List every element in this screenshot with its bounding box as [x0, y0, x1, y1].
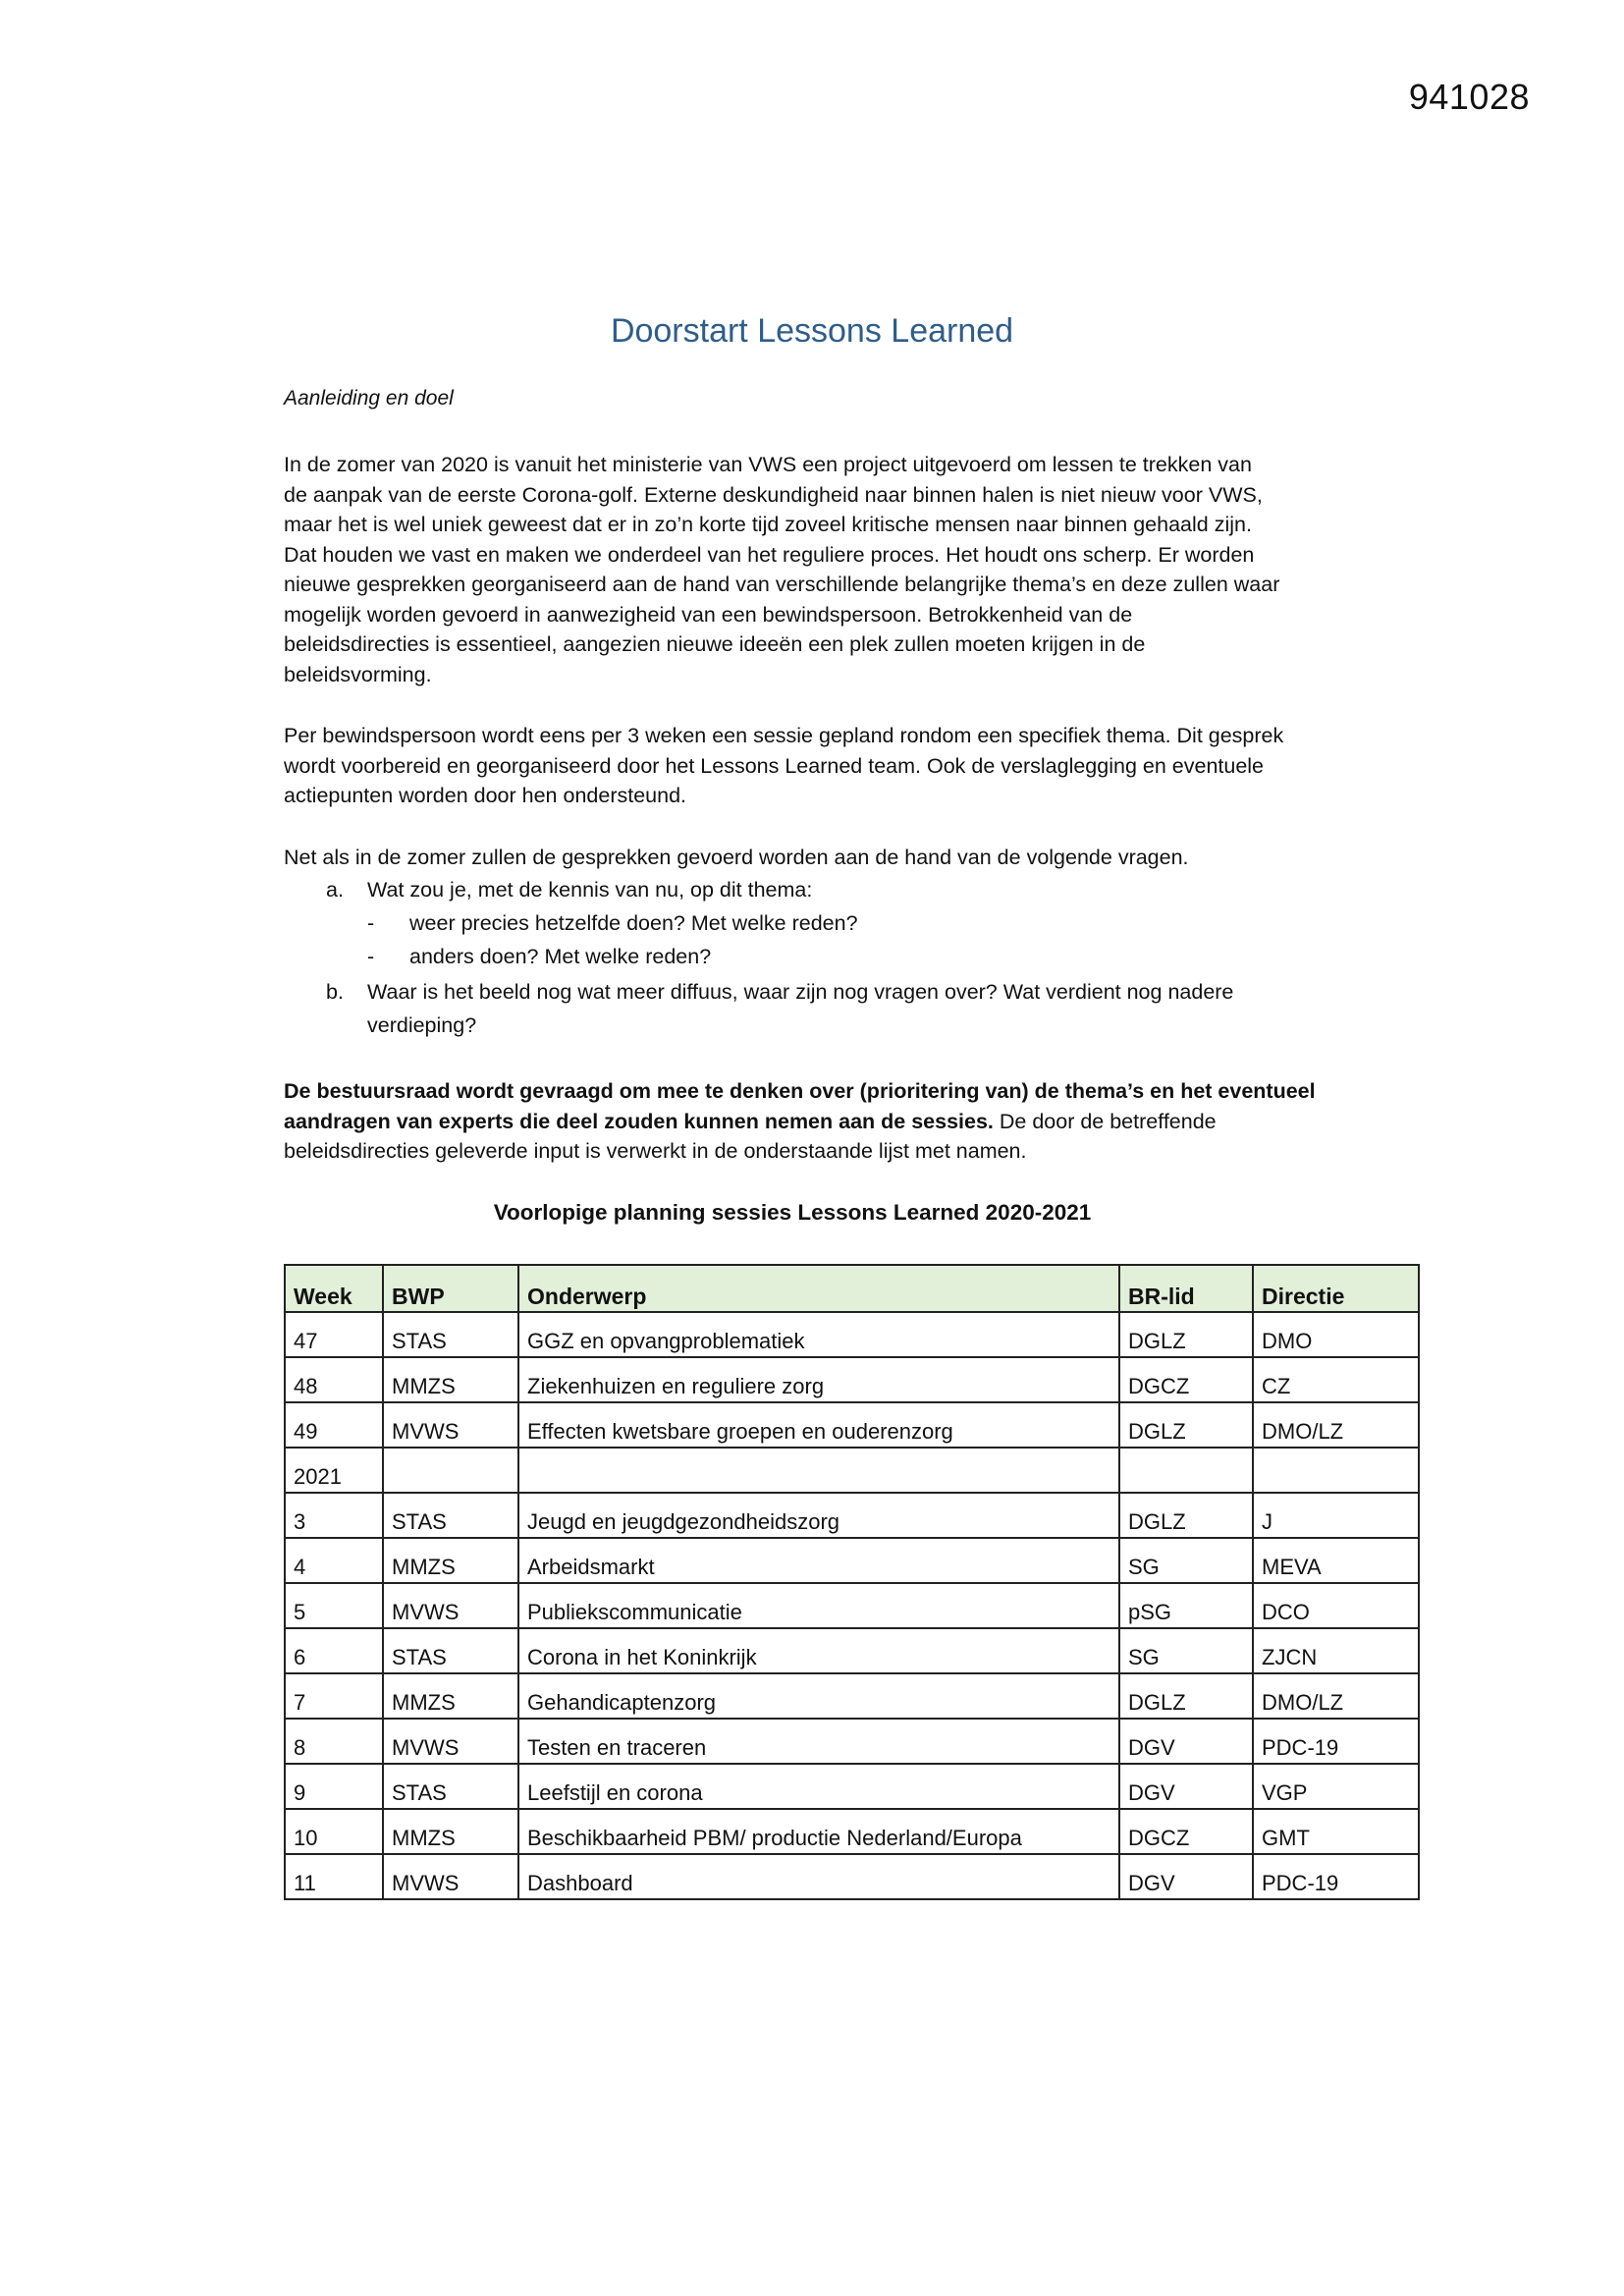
intro-line: nieuwe gesprekken georganiseerd aan de hand van verschillende belangrijke thema’s en deze zullen waar [284, 573, 1280, 596]
cell-onderwerp: Leefstijl en corona [518, 1764, 1119, 1809]
cell-bwp: MMZS [383, 1357, 518, 1402]
cell-onderwerp: GGZ en opvangproblematiek [518, 1312, 1119, 1357]
cell-week: 4 [285, 1538, 383, 1583]
header-br-lid: BR-lid [1119, 1265, 1253, 1312]
request-line [284, 1107, 1364, 1137]
cell-br-lid: DGLZ [1119, 1312, 1253, 1357]
cell-week: 7 [285, 1673, 383, 1719]
session-line: Per bewindspersoon wordt eens per 3 weken een sessie gepland rondom een specifiek thema. Dit gesprek [284, 724, 1284, 747]
cell-br-lid: DGLZ [1119, 1673, 1253, 1719]
cell-bwp: MVWS [383, 1854, 518, 1899]
table-row [285, 1402, 1419, 1448]
table-body-2021 [285, 1493, 1419, 1899]
table-body-2020 [285, 1312, 1419, 1448]
cell-directie: PDC-19 [1253, 1854, 1419, 1899]
cell-onderwerp: Gehandicaptenzorg [518, 1673, 1119, 1719]
table-cell [1119, 1448, 1253, 1493]
list-marker: - [367, 945, 375, 968]
table-cell [383, 1448, 518, 1493]
cell-week: 47 [285, 1312, 383, 1357]
table-title-text: Voorlopige planning sessies Lessons Learned 2020-2021 [493, 1200, 1092, 1225]
document-id: 941028 [1408, 77, 1530, 117]
cell-bwp: STAS [383, 1764, 518, 1809]
cell-bwp: MVWS [383, 1402, 518, 1448]
cell-br-lid: SG [1119, 1628, 1253, 1673]
table-cell [518, 1448, 1119, 1493]
cell-onderwerp: Beschikbaarheid PBM/ productie Nederland/Europa [518, 1809, 1119, 1854]
cell-directie: GMT [1253, 1809, 1419, 1854]
cell-bwp: STAS [383, 1628, 518, 1673]
cell-onderwerp: Ziekenhuizen en reguliere zorg [518, 1357, 1119, 1402]
cell-bwp: STAS [383, 1312, 518, 1357]
intro-line: Dat houden we vast en maken we onderdeel van het reguliere proces. Het houdt ons scherp. Er worden [284, 542, 1255, 567]
questions-list [284, 873, 1364, 1042]
header-bwp: BWP [383, 1265, 518, 1312]
intro-line: mogelijk worden gevoerd in aanwezigheid van een bewindspersoon. Betrokkenheid van de [284, 602, 1133, 627]
question-a-sub-2 [284, 940, 1364, 975]
intro-line: maar het is wel uniek geweest dat er in zo’n korte tijd zoveel kritische mensen naar binnen gehaald zijn. [284, 513, 1252, 536]
intro-line: beleidsvorming. [284, 662, 432, 686]
header-directie: Directie [1253, 1265, 1419, 1312]
table-row [285, 1493, 1419, 1538]
question-text: Waar is het beeld nog wat meer diffuus, waar zijn nog vragen over? Wat verdient nog nadere [367, 980, 1234, 1004]
cell-week: 9 [285, 1764, 383, 1809]
header-onderwerp: Onderwerp [518, 1265, 1119, 1312]
table-header-row [285, 1265, 1419, 1312]
request-line: De bestuursraad wordt gevraagd om mee te denken over (prioritering van) de thema’s en het eventueel [284, 1079, 1316, 1103]
table-row [285, 1719, 1419, 1764]
cell-week: 10 [285, 1809, 383, 1854]
cell-bwp: MMZS [383, 1538, 518, 1583]
request-line: beleidsdirecties geleverde input is verwerkt in de onderstaande lijst met namen. [284, 1139, 1027, 1163]
cell-br-lid: DGV [1119, 1764, 1253, 1809]
cell-week: 5 [285, 1583, 383, 1628]
question-b-cont [284, 1009, 1364, 1042]
table-row [285, 1583, 1419, 1628]
question-b [284, 975, 1364, 1009]
request-text: De door de betreffende [993, 1109, 1217, 1133]
cell-br-lid: pSG [1119, 1583, 1253, 1628]
section-subtitle: Aanleiding en doel [284, 387, 454, 410]
cell-directie: DCO [1253, 1583, 1419, 1628]
questions-intro: Net als in de zomer zullen de gesprekken gevoerd worden aan de hand van de volgende vragen. [284, 846, 1189, 869]
intro-line: beleidsdirecties is essentieel, aangezien nieuwe ideeën een plek zullen moeten krijgen in de [284, 632, 1146, 656]
cell-br-lid: DGV [1119, 1719, 1253, 1764]
cell-week: 48 [285, 1357, 383, 1402]
cell-directie: VGP [1253, 1764, 1419, 1809]
table-row [285, 1312, 1419, 1357]
cell-br-lid: DGCZ [1119, 1809, 1253, 1854]
cell-directie: DMO/LZ [1253, 1402, 1419, 1448]
question-text: anders doen? Met welke reden? [409, 945, 712, 968]
cell-br-lid: SG [1119, 1538, 1253, 1583]
table-body-year [285, 1448, 1419, 1493]
cell-br-lid: DGLZ [1119, 1493, 1253, 1538]
cell-onderwerp: Corona in het Koninkrijk [518, 1628, 1119, 1673]
request-paragraph [284, 1076, 1364, 1167]
session-line: actiepunten worden door hen ondersteund. [284, 784, 687, 807]
cell-br-lid: DGV [1119, 1854, 1253, 1899]
document-title: Doorstart Lessons Learned [610, 312, 1014, 350]
table-row [285, 1538, 1419, 1583]
cell-directie: MEVA [1253, 1538, 1419, 1583]
list-marker: b. [326, 980, 344, 1004]
cell-bwp: MMZS [383, 1809, 518, 1854]
cell-br-lid: DGLZ [1119, 1402, 1253, 1448]
table-row [285, 1764, 1419, 1809]
cell-directie: ZJCN [1253, 1628, 1419, 1673]
question-a [284, 873, 1364, 906]
table-title [0, 1200, 1624, 1226]
cell-directie: PDC-19 [1253, 1719, 1419, 1764]
cell-week: 49 [285, 1402, 383, 1448]
cell-bwp: MVWS [383, 1583, 518, 1628]
cell-directie: CZ [1253, 1357, 1419, 1402]
table-cell [1253, 1448, 1419, 1493]
cell-directie: DMO/LZ [1253, 1673, 1419, 1719]
question-text: verdieping? [367, 1013, 477, 1037]
cell-week: 8 [285, 1719, 383, 1764]
cell-week: 6 [285, 1628, 383, 1673]
planning-table [284, 1264, 1420, 1900]
header-week: Week [285, 1265, 383, 1312]
year-row [285, 1448, 1419, 1493]
question-text: Wat zou je, met de kennis van nu, op dit thema: [367, 878, 813, 902]
intro-line: de aanpak van de eerste Corona-golf. Externe deskundigheid naar binnen halen is niet nieuw voor VWS, [284, 482, 1263, 507]
cell-onderwerp: Dashboard [518, 1854, 1119, 1899]
cell-bwp: STAS [383, 1493, 518, 1538]
cell-onderwerp: Publiekscommunicatie [518, 1583, 1119, 1628]
cell-week: 11 [285, 1854, 383, 1899]
cell-onderwerp: Arbeidsmarkt [518, 1538, 1119, 1583]
question-text: weer precies hetzelfde doen? Met welke reden? [409, 911, 858, 935]
table-row [285, 1357, 1419, 1402]
table-row [285, 1854, 1419, 1899]
cell-bwp: MVWS [383, 1719, 518, 1764]
cell-directie: DMO [1253, 1312, 1419, 1357]
cell-br-lid: DGCZ [1119, 1357, 1253, 1402]
session-line: wordt voorbereid en georganiseerd door het Lessons Learned team. Ook de verslaglegging en eventuele [284, 753, 1265, 778]
table-row [285, 1628, 1419, 1673]
table-row [285, 1673, 1419, 1719]
request-bold-text: aandragen van experts die deel zouden kunnen nemen aan de sessies. [284, 1109, 994, 1133]
table-row [285, 1809, 1419, 1854]
cell-onderwerp: Jeugd en jeugdgezondheidszorg [518, 1493, 1119, 1538]
cell-bwp: MMZS [383, 1673, 518, 1719]
year-label: 2021 [285, 1448, 383, 1493]
question-a-sub-1 [284, 906, 1364, 940]
cell-week: 3 [285, 1493, 383, 1538]
list-marker: a. [326, 878, 344, 902]
cell-onderwerp: Testen en traceren [518, 1719, 1119, 1764]
intro-paragraph [284, 450, 1364, 689]
cell-onderwerp: Effecten kwetsbare groepen en ouderenzorg [518, 1402, 1119, 1448]
intro-line: In de zomer van 2020 is vanuit het ministerie van VWS een project uitgevoerd om lessen te trekken van [284, 453, 1252, 476]
session-paragraph [284, 721, 1364, 811]
cell-directie: J [1253, 1493, 1419, 1538]
list-marker: - [367, 911, 375, 935]
